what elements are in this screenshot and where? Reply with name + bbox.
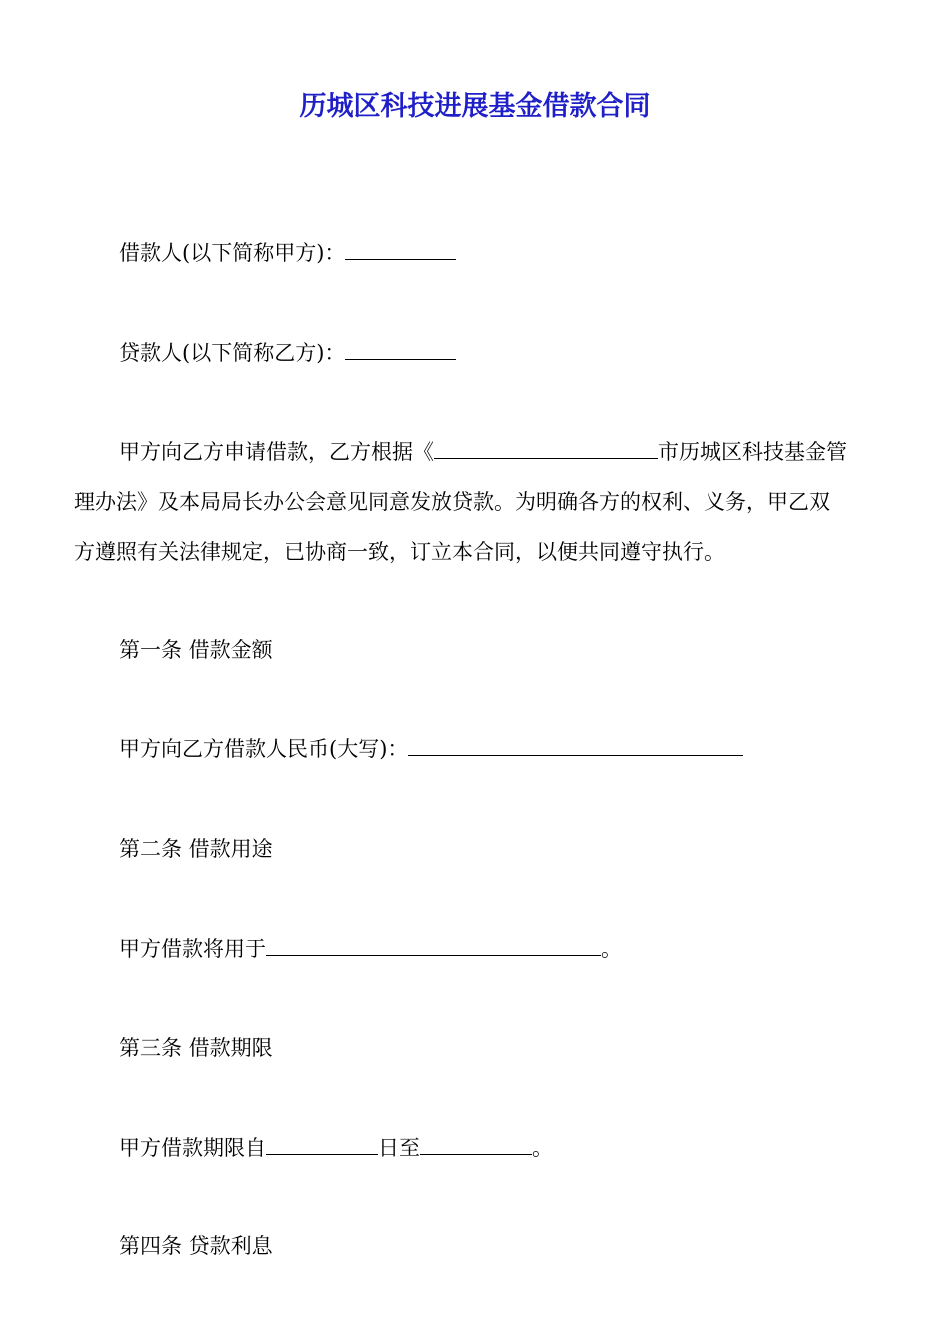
article3-text-before: 甲方借款期限自: [119, 1136, 266, 1160]
start-date-blank: [266, 1136, 378, 1155]
purpose-blank: [266, 937, 601, 956]
article1-text-line: [119, 734, 743, 764]
borrower-label: 借款人(以下简称甲方)：: [119, 241, 346, 265]
article2-text-line: [119, 934, 622, 964]
lender-label: 贷款人(以下简称乙方)：: [119, 341, 346, 365]
regulation-city-blank: [434, 440, 658, 459]
intro-part2: 市历城区科技基金管: [658, 440, 847, 464]
lender-line: [119, 338, 456, 368]
intro-line-2: 理办法》及本局局长办公会意见同意发放贷款。为明确各方的权利、义务，甲乙双: [74, 490, 830, 514]
article3-heading: 第三条 借款期限: [119, 1036, 273, 1060]
article1-heading: 第一条 借款金额: [119, 638, 273, 662]
article2-text-after: 。: [601, 937, 622, 961]
article2-heading: 第二条 借款用途: [119, 837, 273, 861]
article3-text-after: 。: [532, 1136, 553, 1160]
intro-line-3: 方遵照有关法律规定，已协商一致，订立本合同，以便共同遵守执行。: [74, 540, 725, 564]
lender-blank: [345, 341, 456, 360]
article3-text-line: [119, 1133, 553, 1163]
document-title: 历城区科技进展基金借款合同: [299, 91, 651, 122]
article1-text: 甲方向乙方借款人民币(大写)：: [119, 737, 409, 761]
end-date-blank: [420, 1136, 532, 1155]
borrower-blank: [345, 241, 456, 260]
article3-text-mid: 日至: [378, 1136, 420, 1160]
amount-blank: [408, 737, 743, 756]
borrower-line: [119, 238, 456, 268]
article2-text-before: 甲方借款将用于: [119, 937, 266, 961]
intro-line-1: [119, 437, 847, 467]
intro-part1: 甲方向乙方申请借款，乙方根据《: [119, 440, 434, 464]
article4-heading: 第四条 贷款利息: [119, 1234, 273, 1258]
